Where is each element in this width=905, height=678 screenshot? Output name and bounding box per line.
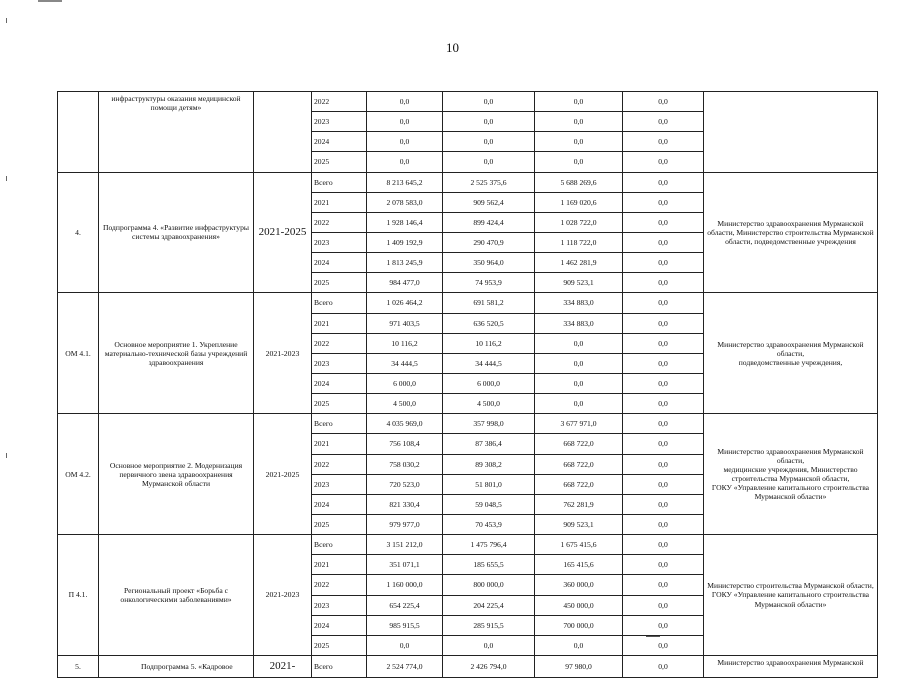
item-name-cell: Подпрограмма 5. «Кадровое (99, 655, 254, 677)
value-cell: 0,0 (623, 293, 704, 313)
value-cell: 909 523,1 (535, 514, 623, 534)
value-cell: 2 426 794,0 (443, 655, 535, 677)
value-cell: 0,0 (623, 313, 704, 333)
value-cell: 1 118 722,0 (535, 232, 623, 252)
responsible-text: Министерство здравоохранения Мурманской (717, 657, 864, 667)
value-cell: 668 722,0 (535, 434, 623, 454)
total-value-cell: 971 403,5 (367, 313, 443, 333)
year-cell: Всего (312, 293, 367, 313)
total-value-cell: 0,0 (367, 152, 443, 172)
item-number-cell: П 4.1. (58, 535, 99, 656)
total-value-cell: 1 160 000,0 (367, 575, 443, 595)
total-value-cell: 979 977,0 (367, 514, 443, 534)
total-value-cell: 821 330,4 (367, 494, 443, 514)
value-cell: 70 453,9 (443, 514, 535, 534)
table-row (58, 414, 878, 434)
value-cell: 87 386,4 (443, 434, 535, 454)
scan-mark-top (38, 0, 62, 2)
value-cell: 0,0 (535, 132, 623, 152)
period-cell: 2021- (254, 655, 312, 677)
total-value-cell: 10 116,2 (367, 333, 443, 353)
value-cell: 0,0 (443, 92, 535, 112)
year-cell: 2021 (312, 313, 367, 333)
total-value-cell: 3 151 212,0 (367, 535, 443, 555)
total-value-cell: 6 000,0 (367, 373, 443, 393)
value-cell: 0,0 (623, 454, 704, 474)
item-name-cell: Основное мероприятие 2. Модернизация первичного звена здравоохранения Мурманской области (99, 414, 254, 535)
year-cell: 2023 (312, 353, 367, 373)
year-cell: 2022 (312, 575, 367, 595)
value-cell: 0,0 (623, 152, 704, 172)
total-value-cell: 2 524 774,0 (367, 655, 443, 677)
period-cell (254, 92, 312, 173)
item-number-cell: 4. (58, 172, 99, 293)
total-value-cell: 0,0 (367, 132, 443, 152)
value-cell: 0,0 (535, 152, 623, 172)
value-cell: 5 688 269,6 (535, 172, 623, 192)
value-cell: 0,0 (623, 373, 704, 393)
value-cell: 0,0 (535, 92, 623, 112)
value-cell: 0,0 (535, 112, 623, 132)
value-cell: 0,0 (623, 555, 704, 575)
value-cell: 0,0 (623, 414, 704, 434)
total-value-cell: 0,0 (367, 635, 443, 655)
value-cell: 1 475 796,4 (443, 535, 535, 555)
value-cell: 636 520,5 (443, 313, 535, 333)
year-cell: 2021 (312, 192, 367, 212)
period-cell: 2021-2023 (254, 535, 312, 656)
total-value-cell: 984 477,0 (367, 273, 443, 293)
responsible-cell (704, 172, 878, 293)
value-cell: 3 677 971,0 (535, 414, 623, 434)
total-value-cell: 351 071,1 (367, 555, 443, 575)
value-cell: 0,0 (623, 514, 704, 534)
value-cell: 4 500,0 (443, 394, 535, 414)
value-cell: 0,0 (623, 615, 704, 635)
item-number-cell: ОМ 4.1. (58, 293, 99, 414)
total-value-cell: 1 409 192,9 (367, 232, 443, 252)
responsible-text: Министерство здравоохранения Мурманской области, (717, 446, 864, 465)
period-cell: 2021-2023 (254, 293, 312, 414)
year-cell: 2024 (312, 132, 367, 152)
value-cell: 350 964,0 (443, 253, 535, 273)
item-name-cell: инфраструктуры оказания медицинской помощи детям» (99, 92, 254, 173)
value-cell: 0,0 (443, 635, 535, 655)
total-value-cell: 720 523,0 (367, 474, 443, 494)
year-cell: 2024 (312, 494, 367, 514)
value-cell: 34 444,5 (443, 353, 535, 373)
total-value-cell: 2 078 583,0 (367, 192, 443, 212)
year-cell: 2025 (312, 394, 367, 414)
value-cell: 0,0 (623, 253, 704, 273)
item-number-cell (58, 92, 99, 173)
value-cell: 290 470,9 (443, 232, 535, 252)
value-cell: 357 998,0 (443, 414, 535, 434)
total-value-cell: 758 030,2 (367, 454, 443, 474)
table-row (58, 172, 878, 192)
period-cell: 2021-2025 (254, 172, 312, 293)
year-cell: 2022 (312, 92, 367, 112)
budget-table (57, 91, 878, 678)
value-cell: 0,0 (623, 353, 704, 373)
value-cell: 0,0 (623, 112, 704, 132)
scan-mark-left (6, 18, 7, 23)
value-cell: 1 462 281,9 (535, 253, 623, 273)
year-cell: 2021 (312, 434, 367, 454)
responsible-text: ГОКУ «Управление капитального строительства Мурманской области» (711, 483, 870, 502)
year-cell: 2025 (312, 152, 367, 172)
value-cell: 59 048,5 (443, 494, 535, 514)
responsible-text: ГОКУ «Управление капитального строительства Мурманской области» (711, 590, 870, 609)
value-cell: 0,0 (623, 172, 704, 192)
year-cell: 2024 (312, 615, 367, 635)
year-cell: 2022 (312, 212, 367, 232)
year-cell: 2023 (312, 112, 367, 132)
value-cell: 74 953,9 (443, 273, 535, 293)
value-cell: 97 980,0 (535, 655, 623, 677)
value-cell: 185 655,5 (443, 555, 535, 575)
total-value-cell: 1 813 245,9 (367, 253, 443, 273)
value-cell: 0,0 (623, 474, 704, 494)
value-cell: 450 000,0 (535, 595, 623, 615)
value-cell: 0,0 (623, 232, 704, 252)
value-cell: 0,0 (535, 373, 623, 393)
value-cell: 89 308,2 (443, 454, 535, 474)
year-cell: 2023 (312, 474, 367, 494)
value-cell: 0,0 (623, 434, 704, 454)
responsible-text: Министерство здравоохранения Мурманской области, (717, 339, 864, 358)
total-value-cell: 8 213 645,2 (367, 172, 443, 192)
responsible-cell (704, 535, 878, 656)
responsible-cell (704, 92, 878, 173)
value-cell: 51 801,0 (443, 474, 535, 494)
responsible-text: медицинские учреждения, Министерство строительства Мурманской области, (723, 465, 858, 484)
total-value-cell: 34 444,5 (367, 353, 443, 373)
total-value-cell: 654 225,4 (367, 595, 443, 615)
year-cell: 2022 (312, 454, 367, 474)
value-cell: 0,0 (623, 92, 704, 112)
value-cell: 0,0 (623, 535, 704, 555)
total-value-cell: 0,0 (367, 112, 443, 132)
year-cell: Всего (312, 655, 367, 677)
value-cell: 0,0 (623, 212, 704, 232)
value-cell: 1 675 415,6 (535, 535, 623, 555)
value-cell: 334 883,0 (535, 293, 623, 313)
responsible-cell (704, 293, 878, 414)
total-value-cell: 4 035 969,0 (367, 414, 443, 434)
value-cell: 360 000,0 (535, 575, 623, 595)
item-number-cell: 5. (58, 655, 99, 677)
total-value-cell: 1 928 146,4 (367, 212, 443, 232)
value-cell: 909 562,4 (443, 192, 535, 212)
responsible-cell (704, 414, 878, 535)
responsible-text: подведомственные учреждения, (738, 357, 843, 367)
year-cell: 2025 (312, 514, 367, 534)
table-row (58, 655, 878, 677)
value-cell: 0,0 (443, 132, 535, 152)
total-value-cell: 4 500,0 (367, 394, 443, 414)
value-cell: 800 000,0 (443, 575, 535, 595)
year-cell: Всего (312, 535, 367, 555)
item-number-cell: ОМ 4.2. (58, 414, 99, 535)
value-cell: 10 116,2 (443, 333, 535, 353)
value-cell: 899 424,4 (443, 212, 535, 232)
value-cell: 0,0 (623, 192, 704, 212)
year-cell: Всего (312, 172, 367, 192)
value-cell: 0,0 (623, 595, 704, 615)
total-value-cell: 0,0 (367, 92, 443, 112)
value-cell: 668 722,0 (535, 454, 623, 474)
table-row (58, 535, 878, 555)
year-cell: 2023 (312, 595, 367, 615)
year-cell: Всего (312, 414, 367, 434)
scan-mark-left (6, 176, 7, 181)
value-cell: 2 525 375,6 (443, 172, 535, 192)
value-cell: 0,0 (623, 635, 704, 655)
table-row (58, 92, 878, 112)
year-cell: 2025 (312, 635, 367, 655)
value-cell: 0,0 (623, 132, 704, 152)
page-number: 10 (446, 40, 459, 55)
item-name-cell: Основное мероприятие 1. Укрепление материально-технической базы учреждений здравоохранения (99, 293, 254, 414)
table-body (58, 92, 878, 678)
value-cell: 0,0 (623, 494, 704, 514)
scan-mark-left (6, 453, 7, 458)
period-cell: 2021-2025 (254, 414, 312, 535)
item-name-cell: Региональный проект «Борьба с онкологическими заболеваниями» (99, 535, 254, 656)
value-cell: 334 883,0 (535, 313, 623, 333)
value-cell: 0,0 (443, 152, 535, 172)
value-cell: 204 225,4 (443, 595, 535, 615)
value-cell: 0,0 (623, 394, 704, 414)
value-cell: 700 000,0 (535, 615, 623, 635)
value-cell: 165 415,6 (535, 555, 623, 575)
value-cell: 0,0 (623, 333, 704, 353)
year-cell: 2023 (312, 232, 367, 252)
value-cell: 762 281,9 (535, 494, 623, 514)
responsible-text: Министерство строительства Мурманской области, (707, 581, 874, 591)
value-cell: 0,0 (443, 112, 535, 132)
year-cell: 2024 (312, 253, 367, 273)
year-cell: 2022 (312, 333, 367, 353)
value-cell: 0,0 (623, 655, 704, 677)
value-cell: 285 915,5 (443, 615, 535, 635)
value-cell: 0,0 (535, 635, 623, 655)
item-name-cell: Подпрограмма 4. «Развитие инфраструктуры системы здравоохранения» (99, 172, 254, 293)
value-cell: 1 028 722,0 (535, 212, 623, 232)
value-cell: 1 169 020,6 (535, 192, 623, 212)
value-cell: 668 722,0 (535, 474, 623, 494)
year-cell: 2025 (312, 273, 367, 293)
value-cell: 691 581,2 (443, 293, 535, 313)
value-cell: 6 000,0 (443, 373, 535, 393)
year-cell: 2021 (312, 555, 367, 575)
year-cell: 2024 (312, 373, 367, 393)
value-cell: 0,0 (535, 394, 623, 414)
value-cell: 0,0 (623, 273, 704, 293)
value-cell: 0,0 (535, 353, 623, 373)
total-value-cell: 756 108,4 (367, 434, 443, 454)
total-value-cell: 1 026 464,2 (367, 293, 443, 313)
table-row (58, 293, 878, 313)
value-cell: 0,0 (623, 575, 704, 595)
value-cell: 909 523,1 (535, 273, 623, 293)
total-value-cell: 985 915,5 (367, 615, 443, 635)
responsible-cell (704, 655, 878, 677)
value-cell: 0,0 (535, 333, 623, 353)
responsible-text: Министерство здравоохранения Мурманской области, Министерство строительства Мурманской области, подведомственные учреждения (707, 218, 874, 247)
